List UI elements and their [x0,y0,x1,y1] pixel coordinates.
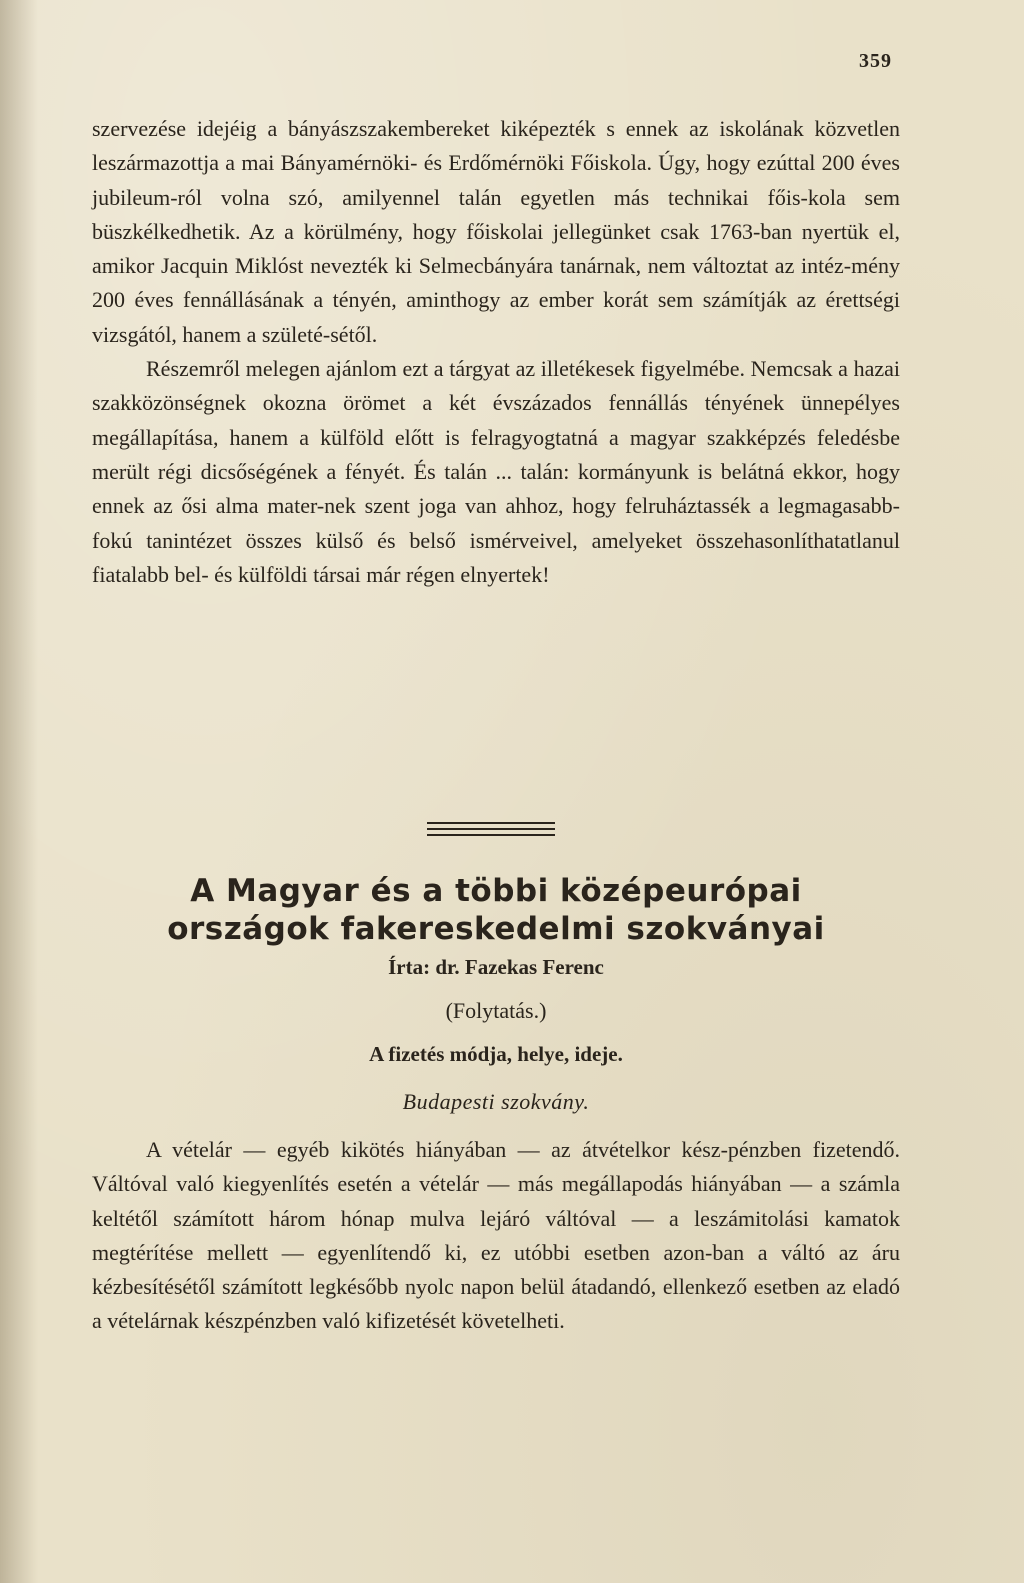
page-number: 359 [859,50,892,72]
subsection-heading: Budapesti szokvány. [402,1089,590,1114]
continued-note: (Folytatás.) [445,998,547,1023]
continued-paragraph-2: Részemről melegen ajánlom ezt a tárgyat az illetékesek figyelmébe. Nemcsak a hazai szakközönségnek okozna örömet a két évszázados fennállás tényének ünnepélyes megállapítása, hanem a külföld előtt is felragyogtatná a magyar szakképzés feledésbe merült régi dicsőségének a fényét. És talán ... talán: kormányunk is belátná ekkor, hogy ennek az ősi alma mater-nek szent joga van ahhoz, hogy felruháztassék a legmagasabb-fokú tanintézet összes külső és belső ismérveivel, amelyeket összehasonlíthatatlanul fiatalabb bel- és külföldi társai már régen elnyertek! [92,356,900,587]
section-divider [427,822,555,840]
article-title-line-2: országok fakereskedelmi szokványai [167,911,825,947]
divider-rule [427,834,555,836]
page-gutter-shadow [0,0,38,1583]
article-body [92,1133,900,1339]
continued-text-block [92,112,900,592]
article-author: Írta: dr. Fazekas Ferenc [388,955,604,979]
article-paragraph: A vételár — egyéb kikötés hiányában — az átvételkor kész-pénzben fizetendő. Váltóval való kiegyenlítés esetén a vételár — más megállapodás hiányában — a számla keltétől számított három hónap mulva lejáró váltóval — a leszámitolási kamatok megtérítése mellett — egyenlítendő ki, ez utóbbi esetben azon-ban a váltó az áru kézbesítésétől számított legkésőbb nyolc napon belül átadandó, ellenkező esetben az eladó a vételárnak készpénzben való kifizetését követelheti. [92,1137,900,1334]
article-title-line-1: A Magyar és a többi középeurópai [190,873,802,909]
section-heading: A fizetés módja, helye, ideje. [369,1042,623,1066]
divider-rule [427,822,555,824]
continued-paragraph-1: szervezése idejéig a bányászszakembereket kiképezték s ennek az iskolának közvetlen leszármazottja a mai Bányamérnöki- és Erdőmérnöki Főiskola. Úgy, hogy ezúttal 200 éves jubileum-ról volna szó, amilyennel talán egyetlen más technikai főis-kola sem büszkélkedhetik. Az a körülmény, hogy főiskolai jellegünket csak 1763-ban nyertük el, amikor Jacquin Miklóst nevezték ki Selmecbányára tanárnak, nem változtat az intéz-mény 200 éves fennállásának a tényén, aminthogy az ember korát sem számítják az érettségi vizsgától, hanem a születé-sétől. [92,116,900,347]
article-title [92,872,900,948]
divider-rule [427,828,555,830]
